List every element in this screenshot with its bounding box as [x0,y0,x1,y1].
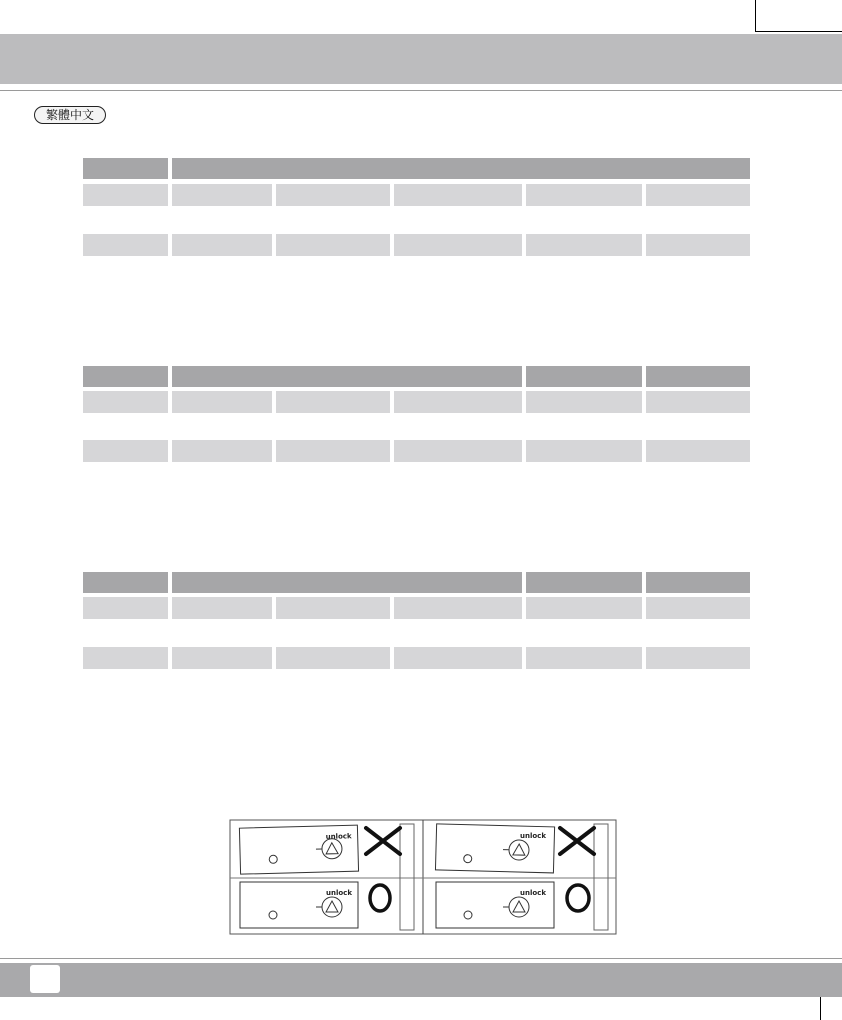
table-cell [394,391,522,413]
table-cell [172,234,272,256]
table-cell [276,440,390,462]
table-row [83,440,750,462]
table-cell [276,234,390,256]
table-cell [276,597,390,619]
spec-table-1 [83,158,750,258]
footer-band [0,963,842,997]
crop-mark [820,997,821,1020]
table-cell [646,647,750,669]
table-row [83,184,750,206]
table-cell [172,184,272,206]
header-cell [646,572,750,593]
header-divider [0,90,842,91]
table-cell [172,597,272,619]
header-cell [526,572,642,593]
table-header-row [83,572,750,594]
header-cell [83,366,168,387]
header-cell [83,572,168,593]
tray-installation-figure [228,818,618,938]
spec-table-2 [83,366,750,466]
table-cell [394,597,522,619]
header-cell [646,366,750,387]
table-row [83,647,750,669]
table-cell [83,184,168,206]
language-badge: 繁體中文 [34,106,106,124]
header-cell [172,366,522,387]
unlock-label: unlock [520,832,546,840]
unlock-label: unlock [520,889,546,897]
table-cell [83,391,168,413]
header-cell [172,572,522,593]
correct-mark-icon [370,885,589,911]
page-number-box [30,965,60,993]
spec-table-3 [83,572,750,672]
crop-mark [755,31,842,32]
footer-divider [0,958,842,959]
unlock-label: unlock [326,889,352,897]
header-cell [172,158,750,179]
table-cell [394,234,522,256]
table-cell [526,597,642,619]
table-cell [526,234,642,256]
table-cell [646,184,750,206]
table-cell [172,391,272,413]
table-cell [646,391,750,413]
table-cell [526,440,642,462]
table-cell [276,184,390,206]
table-cell [83,440,168,462]
table-cell [394,184,522,206]
table-row [83,391,750,413]
header-band [0,34,842,84]
table-cell [276,647,390,669]
table-cell [526,184,642,206]
crop-mark [755,0,756,32]
table-cell [172,440,272,462]
table-header-row [83,366,750,388]
table-cell [276,391,390,413]
table-cell [394,440,522,462]
table-row [83,234,750,256]
header-cell [526,366,642,387]
table-header-row [83,158,750,180]
unlock-label: unlock [325,832,352,841]
table-cell [526,391,642,413]
table-cell [646,440,750,462]
table-cell [394,647,522,669]
table-cell [172,647,272,669]
table-cell [83,647,168,669]
table-cell [646,597,750,619]
table-cell [83,234,168,256]
table-cell [646,234,750,256]
header-cell [83,158,168,179]
table-row [83,597,750,619]
table-cell [83,597,168,619]
table-cell [526,647,642,669]
